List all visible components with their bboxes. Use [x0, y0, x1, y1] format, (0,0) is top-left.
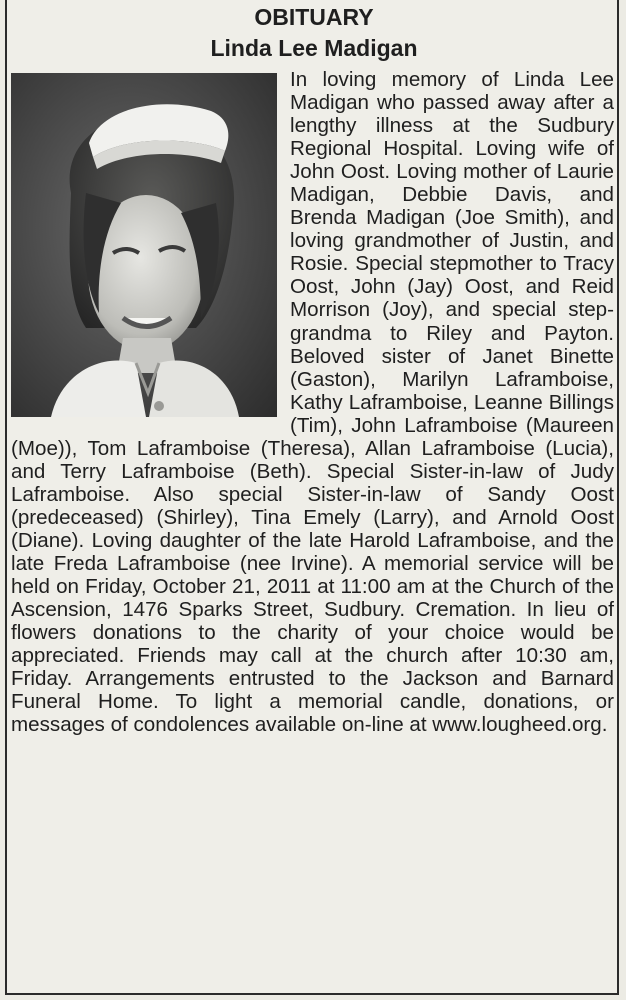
- obituary-body: [11, 68, 614, 736]
- obituary-heading: OBITUARY: [254, 4, 374, 30]
- deceased-name: Linda Lee Madigan: [210, 35, 418, 61]
- obituary-body-text: In loving memory of Linda Lee Madigan who passed away after a lengthy illness at the Sudbury Regional Hospital. Loving wife of John Oost. Loving mother of Laurie Madigan, Debbie Davis, and Brenda Madigan (Joe Smith), and loving grandmother of Justin, and Rosie. Special stepmother to Tracy Oost, John (Jay) Oost, and Reid Morrison (Joy), and special step-grandma to Riley and Payton. Beloved sister of Janet Binette (Gaston), Marilyn Laframboise, Kathy Laframboise, Leanne Billings (Tim), John Laframboise (Maureen (Moe)), Tom Laframboise (Theresa), Allan Laframboise (Lucia), and Terry Laframboise (Beth). Special Sister-in-law of Judy Laframboise. Also special Sister-in-law of Sandy Oost (predeceased) (Shirley), Tina Emely (Larry), and Arnold Oost (Diane). Loving daughter of the late Harold Laframboise, and the late Freda Laframboise (nee Irvine). A memorial service will be held on Friday, October 21, 2011 at 11:00 am at the Church of the Ascension, 1476 Sparks Street, Sudbury. Cremation. In lieu of flowers donations to the charity of your choice would be appreciated. Friends may call at the church after 10:30 am, Friday. Arrangements entrusted to the Jackson and Barnard Funeral Home. To light a memorial candle, donations, or messages of condolences available on-line at www.lougheed.org.: [11, 68, 614, 737]
- photo-wrap-spacer: [11, 68, 281, 418]
- obituary-notice: [5, 0, 619, 995]
